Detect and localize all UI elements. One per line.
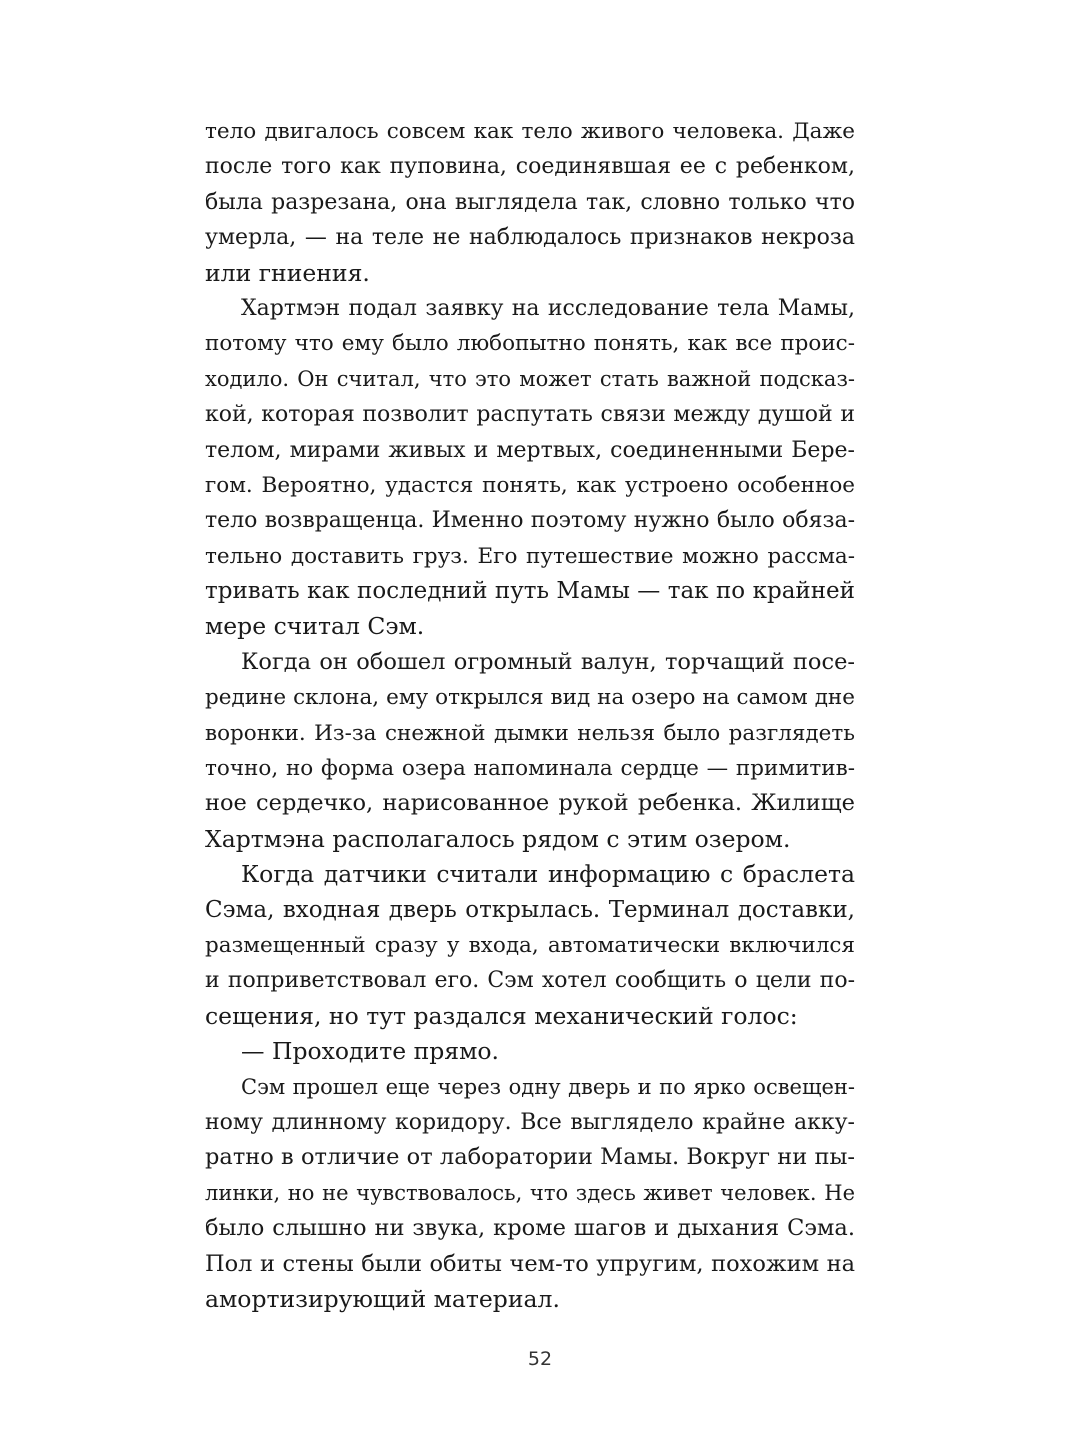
text-line: была разрезана, она выглядела так, словно только что [205,189,855,215]
text-line: мере считал Сэм. [205,612,425,641]
text-line: тело возвращенца. Именно поэтому нужно было обяза- [205,508,855,534]
text-line: гом. Вероятно, удастся понять, как устроено особенное [205,472,855,498]
text-line: телом, мирами живых и мертвых, соединенными Бере- [205,437,855,463]
paragraph-1 [205,114,855,291]
text-line: Сэма, входная дверь открылась. Терминал доставки, [205,896,855,923]
text-line: Пол и стены были обиты чем-то упругим, похожим на [205,1250,855,1277]
text-line: ное сердечко, нарисованное рукой ребенка. Жилище [205,790,855,817]
text-line: ному длинному коридору. Все выглядело крайне акку- [205,1109,855,1135]
text-line: сещения, но тут раздался механический голос: [205,1001,798,1030]
text-line: тривать как последний путь Мамы — так по крайней [205,578,855,605]
text-line: тельно доставить груз. Его путешествие можно рассма- [205,543,855,569]
text-line: Когда он обошел огромный валун, торчащий посе- [241,648,855,675]
text-line: Хартмэна располагалось рядом с этим озером. [205,824,791,853]
text-line: кой, которая позволит распутать связи между душой и [205,402,855,428]
text-line: размещенный сразу у входа, автоматически включился [205,932,855,958]
text-line: потому что ему было любопытно понять, как все проис- [205,331,855,357]
text-line: редине склона, ему открылся вид на озеро на самом дне [205,685,855,711]
text-line: воронки. Из-за снежной дымки нельзя было разглядеть [205,720,855,746]
text-line: ходило. Он считал, что это может стать важной подсказ- [205,366,855,391]
text-line: и поприветствовал его. Сэм хотел сообщить о цели по- [205,968,855,994]
text-line: было слышно ни звука, кроме шагов и дыхания Сэма. [205,1215,855,1242]
text-line: ратно в отличие от лаборатории Мамы. Вокруг ни пы- [205,1144,855,1171]
paragraph-3 [205,645,855,857]
page-number: 52 [527,1348,553,1370]
text-line: Хартмэн подал заявку на исследование тела Мамы, [241,295,855,321]
text-line: Сэм прошел еще через одну дверь и по ярко освещен- [241,1074,855,1099]
text-line: амортизирующий материал. [205,1284,560,1313]
text-line: — Проходите прямо. [241,1037,499,1066]
paragraph-6 [205,1070,855,1318]
paragraph-4 [205,857,855,1034]
paragraph-2 [205,291,855,645]
text-line: умерла, — на теле не наблюдалось признаков некроза [205,225,855,251]
body-text [205,114,855,1317]
text-line: точно, но форма озера напоминала сердце — примитив- [205,756,855,782]
text-line: или гниения. [205,258,370,287]
paragraph-5-dialogue [205,1034,855,1069]
text-line: Когда датчики считали информацию с браслета [241,860,855,889]
text-line: после того как пуповина, соединявшая ее с ребенком, [205,154,855,180]
text-line: линки, но не чувствовалось, что здесь живет человек. Не [205,1180,855,1205]
text-line: тело двигалось совсем как тело живого человека. Даже [205,119,855,144]
